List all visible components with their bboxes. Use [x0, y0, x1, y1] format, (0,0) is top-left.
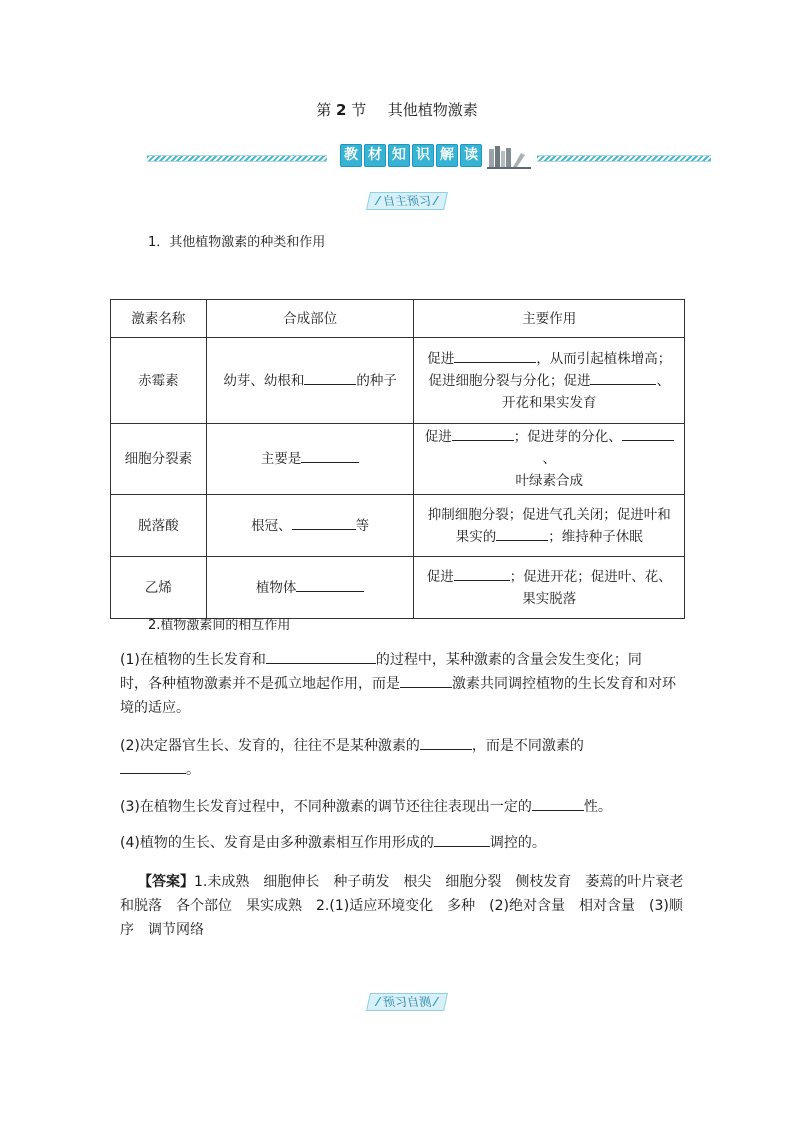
hormone-name: 赤霉素 [111, 338, 207, 424]
text: 等 [355, 517, 370, 534]
banner-stripe-right [537, 155, 711, 162]
table-row [111, 338, 685, 424]
text: 时，各种植物激素并不是孤立地起作用，而是 [120, 676, 400, 692]
banner-char: 教 [340, 144, 362, 167]
section-suffix: 节 [351, 101, 367, 119]
fill-blank[interactable] [120, 759, 186, 774]
text: 的过程中，某种激素的含量会发生变化；同 [375, 652, 642, 668]
hormone-name: 乙烯 [111, 557, 207, 619]
fill-blank[interactable] [292, 515, 356, 530]
fill-blank[interactable] [590, 370, 656, 385]
text: (3)在植物生长发育过程中，不同种激素的调节还往往表现出一定的 [120, 799, 532, 815]
banner-char: 材 [364, 144, 386, 167]
section-label: 第 [316, 101, 332, 119]
banner-char: 知 [388, 144, 410, 167]
main-effect [414, 557, 685, 619]
text: 。 [186, 762, 200, 778]
text: ；维持种子休眠 [548, 528, 643, 545]
preview-tag-label: 自主预习 [381, 194, 433, 208]
books-icon [487, 145, 531, 169]
fill-blank[interactable] [454, 566, 510, 581]
text: ，从而引起植株增高； [536, 350, 672, 367]
text: 、 [656, 372, 670, 389]
table-header: 激素名称 [111, 300, 207, 338]
banner-title [340, 144, 482, 167]
section-banner [147, 146, 711, 168]
fill-blank[interactable] [622, 426, 674, 441]
main-effect [414, 495, 685, 557]
text: 幼芽、幼根和 [223, 372, 305, 389]
text: 促进细胞分裂与分化；促进 [428, 372, 591, 389]
fill-blank[interactable] [496, 526, 548, 541]
preview-tag [366, 192, 448, 210]
answer-block [120, 870, 685, 942]
hormone-name: 脱落酸 [111, 495, 207, 557]
text: 激素共同调控植物的生长发育和对环 [452, 676, 676, 692]
answer-label: 【答案】 [138, 874, 194, 890]
table-row [111, 424, 685, 495]
text: 开花和果实发育 [501, 394, 597, 411]
banner-char: 识 [412, 144, 434, 167]
text: 性。 [583, 799, 612, 815]
synthesis-site [206, 495, 414, 557]
fill-blank[interactable] [454, 348, 536, 363]
section-name: 其他植物激素 [387, 101, 478, 119]
text: 果实脱落 [522, 590, 577, 607]
paragraph-4 [120, 831, 680, 855]
paragraph-3 [120, 795, 680, 819]
table-header: 合成部位 [206, 300, 414, 338]
self-test-tag-label: 预习自测 [381, 995, 433, 1009]
banner-char: 读 [460, 144, 482, 167]
text: ；促进开花；促进叶、花、 [509, 568, 672, 585]
synthesis-site [206, 338, 414, 424]
main-effect [414, 424, 685, 495]
part2-heading: 2.植物激素间的相互作用 [148, 618, 291, 633]
slash-icon: ⁄ [434, 995, 437, 1009]
page-title [0, 99, 794, 120]
text: 调控的。 [489, 835, 546, 851]
text: 境的适应。 [120, 700, 190, 716]
synthesis-site [206, 557, 414, 619]
banner-char: 解 [436, 144, 458, 167]
text: 果实的 [455, 528, 497, 545]
text: (4)植物的生长、发育是由多种激素相互作用形成的 [120, 835, 434, 851]
slash-icon: ⁄ [377, 194, 380, 208]
text: 叶绿素合成 [515, 473, 583, 489]
slash-icon: ⁄ [434, 194, 437, 208]
main-effect [414, 338, 685, 424]
table-row [111, 495, 685, 557]
part1-heading: 1．其他植物激素的种类和作用 [148, 235, 326, 250]
table-row [111, 557, 685, 619]
synthesis-site [206, 424, 414, 495]
text: 促进 [424, 429, 452, 445]
text: 根冠、 [251, 517, 292, 534]
text: 、 [542, 451, 556, 467]
answer-text: 1.未成熟 细胞伸长 种子萌发 根尖 细胞分裂 侧枝发育 萎蔫的叶片衰老和脱落 各个部位 果实成熟 2.(1)适应环境变化 多种 (2)绝对含量 相对含量 (3)顺序 调节网络 [120, 874, 684, 938]
fill-blank[interactable] [266, 649, 376, 664]
fill-blank[interactable] [452, 426, 514, 441]
fill-blank[interactable] [296, 577, 364, 592]
text: 主要是 [260, 451, 302, 467]
text: 的种子 [356, 372, 397, 389]
banner-stripe-left [147, 155, 327, 162]
text: 植物体 [255, 579, 297, 596]
text: 抑制细胞分裂；促进气孔关闭；促进叶和 [427, 506, 671, 523]
paragraph-1 [120, 648, 680, 720]
paragraph-2 [120, 734, 680, 782]
fill-blank[interactable] [301, 448, 359, 463]
table-header: 主要作用 [414, 300, 685, 338]
fill-blank[interactable] [532, 796, 584, 811]
slash-icon: ⁄ [377, 995, 380, 1009]
section-number: 2 [335, 101, 347, 119]
text: 促进 [426, 568, 454, 585]
text: (1)在植物的生长发育和 [120, 652, 266, 668]
text: ，而是不同激素的 [471, 738, 584, 754]
self-test-tag [366, 993, 448, 1011]
table-header-row [111, 300, 685, 338]
text: (2)决定器官生长、发育的，往往不是某种激素的 [120, 738, 420, 754]
hormone-name: 细胞分裂素 [111, 424, 207, 495]
text: ；促进芽的分化、 [513, 429, 622, 445]
fill-blank[interactable] [434, 832, 490, 847]
fill-blank[interactable] [420, 735, 472, 750]
fill-blank[interactable] [304, 370, 356, 385]
fill-blank[interactable] [400, 673, 452, 688]
hormone-table [110, 299, 685, 619]
text: 促进 [427, 350, 455, 367]
